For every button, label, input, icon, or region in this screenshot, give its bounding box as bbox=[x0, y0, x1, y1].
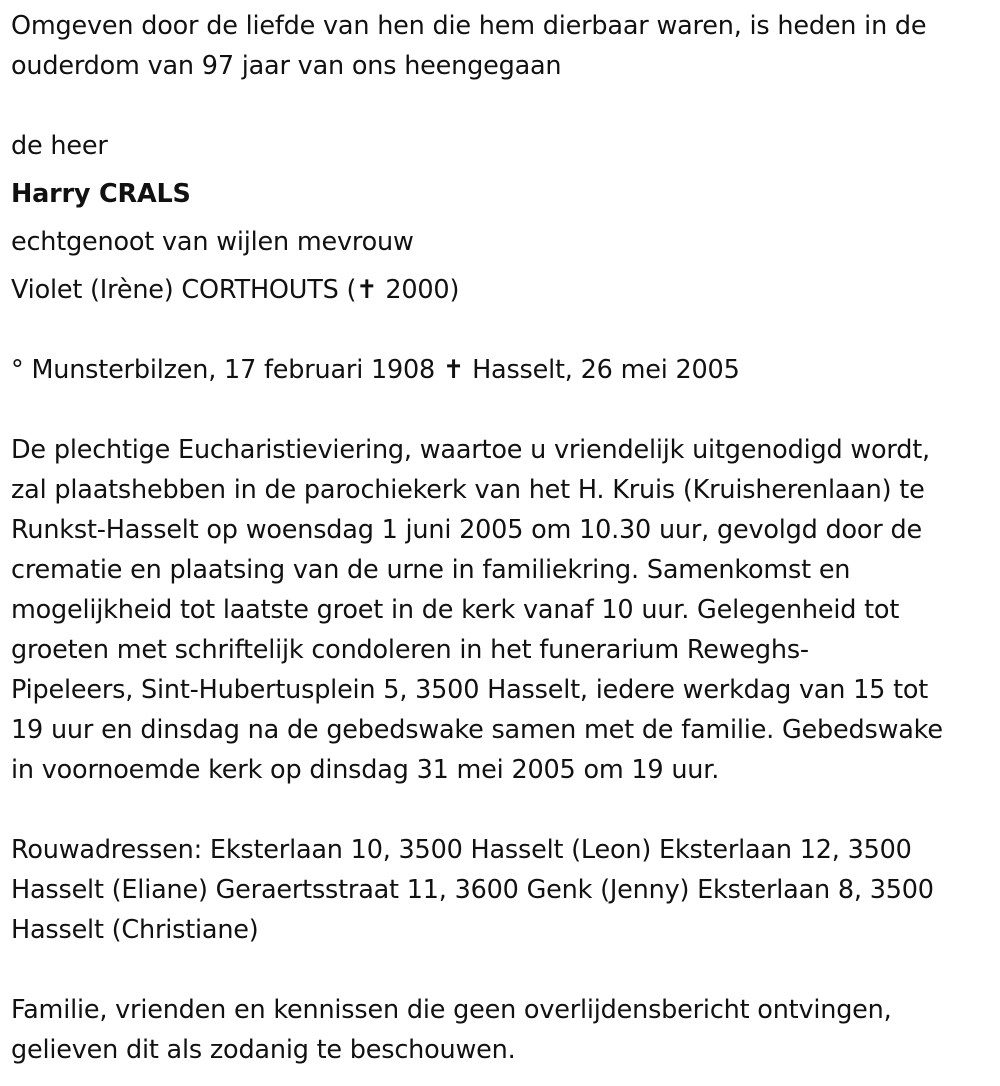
life-dates: ° Munsterbilzen, 17 februari 1908 ✝ Hasselt, 26 mei 2005 bbox=[11, 355, 740, 385]
closing-line: gelieven dit als zodanig te beschouwen. bbox=[11, 1035, 516, 1065]
intro-line: ouderdom van 97 jaar van ons heengegaan bbox=[11, 51, 562, 81]
paragraph-spacer bbox=[11, 310, 988, 350]
honorific: de heer bbox=[11, 131, 108, 161]
life-dates-paragraph bbox=[11, 350, 988, 390]
ceremony-line: Pipeleers, Sint-Hubertusplein 5, 3500 Hasselt, iedere werkdag van 15 tot bbox=[11, 675, 929, 705]
intro-paragraph bbox=[11, 6, 988, 86]
ceremony-line: crematie en plaatsing van de urne in familiekring. Samenkomst en bbox=[11, 555, 851, 585]
paragraph-spacer bbox=[11, 390, 988, 430]
deceased-block bbox=[11, 126, 988, 310]
relation-text: echtgenoot van wijlen mevrouw bbox=[11, 227, 414, 257]
closing-line: Familie, vrienden en kennissen die geen overlijdensbericht ontvingen, bbox=[11, 995, 892, 1025]
ceremony-line: 19 uur en dinsdag na de gebedswake samen met de familie. Gebedswake bbox=[11, 715, 943, 745]
addresses-paragraph bbox=[11, 830, 988, 950]
closing-paragraph bbox=[11, 990, 988, 1070]
paragraph-spacer bbox=[11, 950, 988, 990]
ceremony-line: groeten met schriftelijk condoleren in het funerarium Reweghs- bbox=[11, 635, 809, 665]
spouse-name: Violet (Irène) CORTHOUTS (✝ 2000) bbox=[11, 275, 460, 305]
intro-line: Omgeven door de liefde van hen die hem dierbaar waren, is heden in de bbox=[11, 11, 927, 41]
paragraph-spacer bbox=[11, 790, 988, 830]
ceremony-line: zal plaatshebben in de parochiekerk van het H. Kruis (Kruisherenlaan) te bbox=[11, 475, 925, 505]
ceremony-line: De plechtige Eucharistieviering, waartoe u vriendelijk uitgenodigd wordt, bbox=[11, 435, 930, 465]
paragraph-spacer bbox=[11, 86, 988, 126]
address-line: Hasselt (Eliane) Geraertsstraat 11, 3600 Genk (Jenny) Eksterlaan 8, 3500 bbox=[11, 875, 934, 905]
ceremony-line: in voornoemde kerk op dinsdag 31 mei 2005 om 19 uur. bbox=[11, 755, 720, 785]
ceremony-line: Runkst-Hasselt op woensdag 1 juni 2005 om 10.30 uur, gevolgd door de bbox=[11, 515, 922, 545]
ceremony-line: mogelijkheid tot laatste groet in de kerk vanaf 10 uur. Gelegenheid tot bbox=[11, 595, 900, 625]
address-line: Rouwadressen: Eksterlaan 10, 3500 Hasselt (Leon) Eksterlaan 12, 3500 bbox=[11, 835, 912, 865]
deceased-name: Harry CRALS bbox=[11, 179, 191, 209]
address-line: Hasselt (Christiane) bbox=[11, 915, 259, 945]
ceremony-paragraph bbox=[11, 430, 988, 790]
